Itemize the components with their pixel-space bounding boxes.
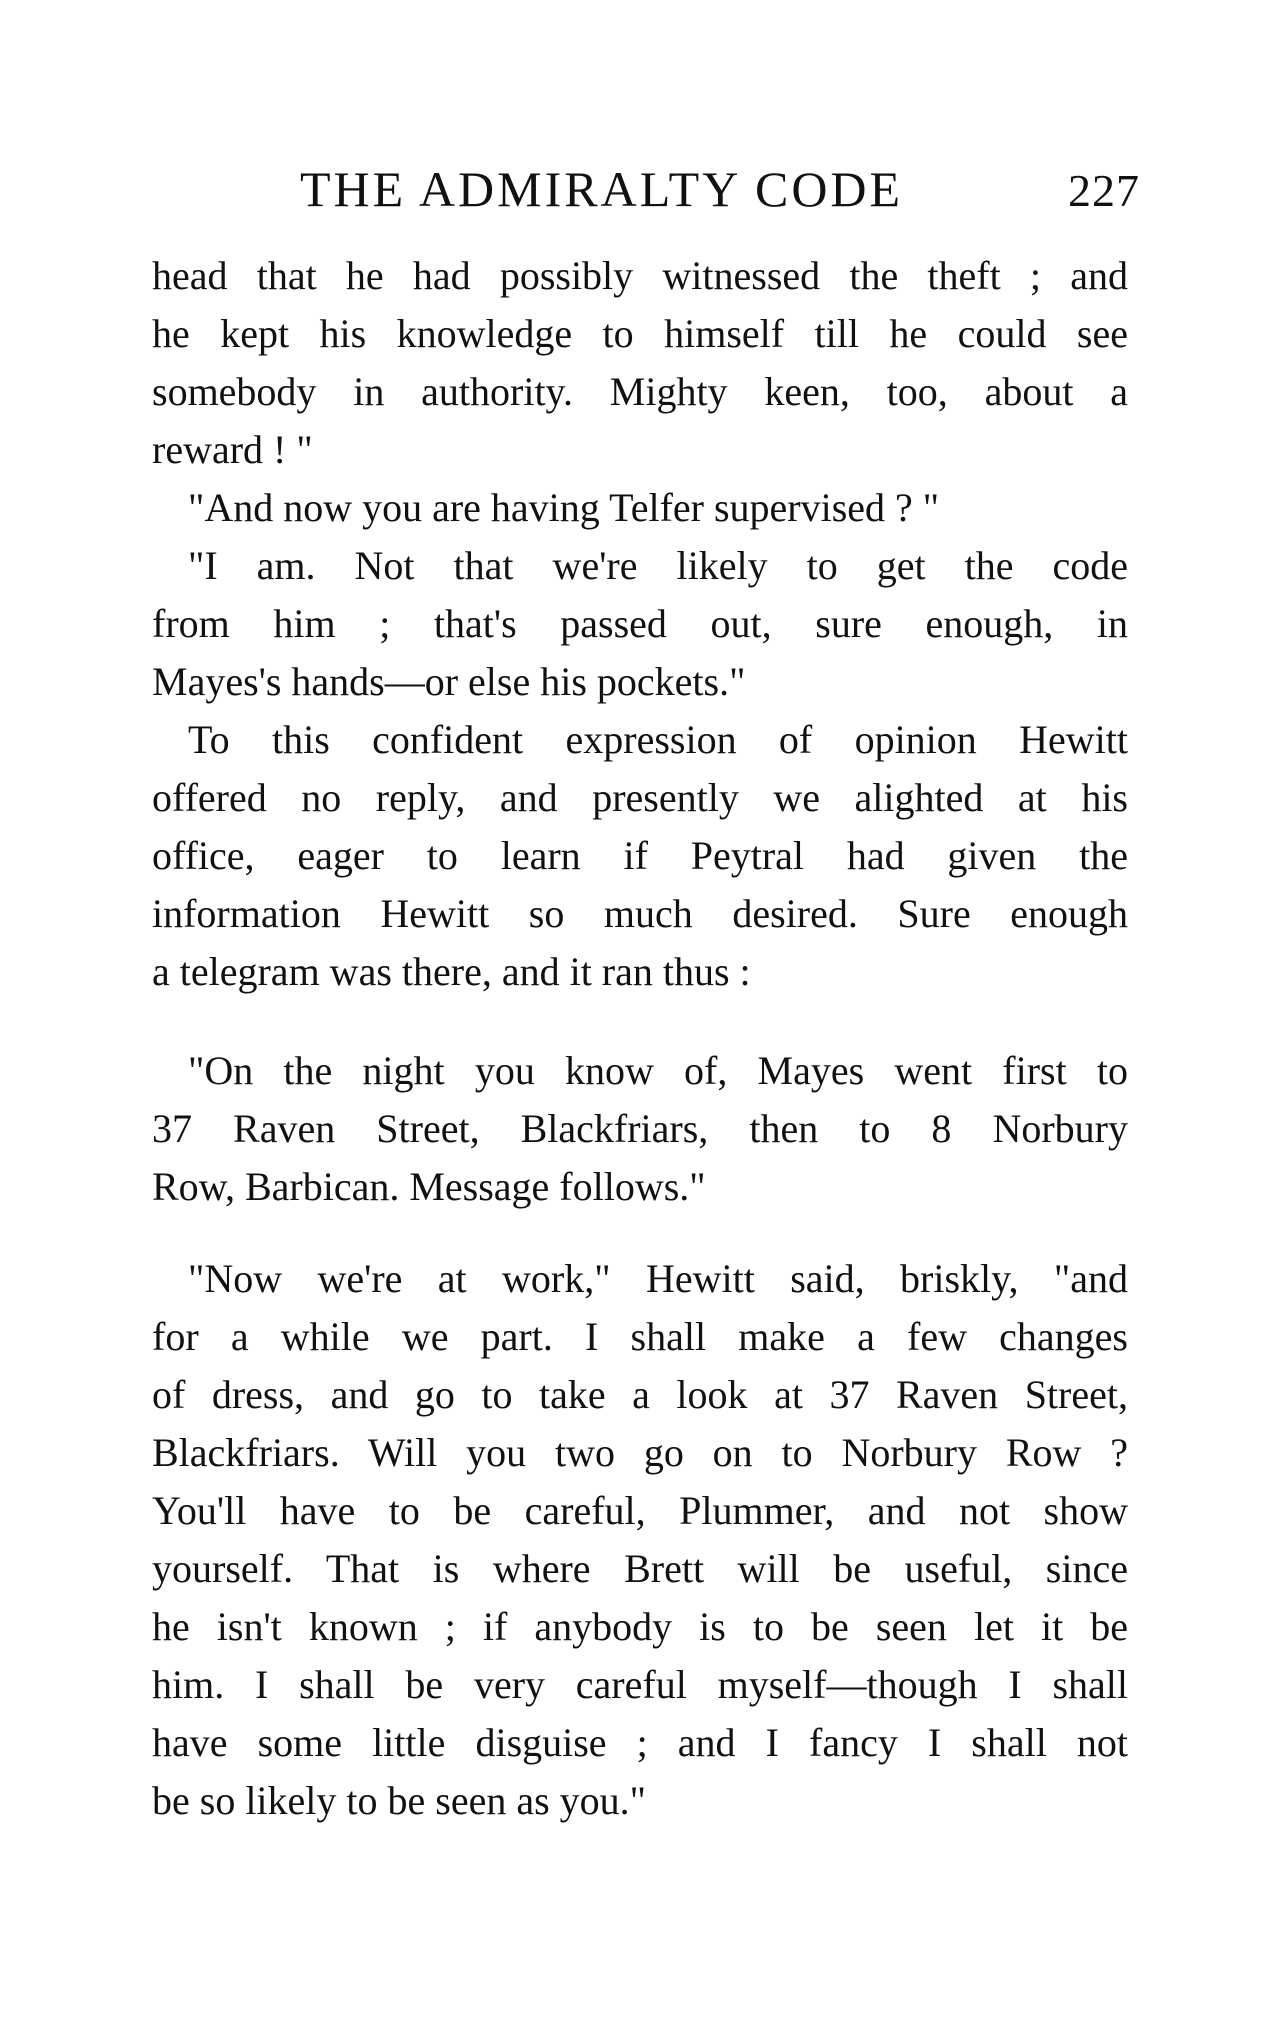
text-line: "Now we're at work," Hewitt said, briskly, "and xyxy=(188,1256,1128,1301)
text-line: Mayes's hands—or else his pockets." xyxy=(152,659,746,704)
page-number: 227 xyxy=(1068,165,1140,216)
running-title: THE ADMIRALTY CODE xyxy=(300,161,904,217)
telegram-text-block xyxy=(152,1042,1128,1216)
text-line: a telegram was there, and it ran thus : xyxy=(152,949,751,994)
text-line: yourself. That is where Brett will be useful, since xyxy=(152,1546,1128,1591)
text-line: head that he had possibly witnessed the theft ; and xyxy=(152,253,1128,298)
text-line: of dress, and go to take a look at 37 Raven Street, xyxy=(152,1372,1128,1417)
text-line: "I am. Not that we're likely to get the code xyxy=(188,543,1128,588)
body-text-block-2 xyxy=(152,1250,1128,1830)
text-line: for a while we part. I shall make a few changes xyxy=(152,1314,1128,1359)
text-line: him. I shall be very careful myself—though I shall xyxy=(152,1662,1128,1707)
text-line: To this confident expression of opinion Hewitt xyxy=(188,717,1128,762)
text-line: he isn't known ; if anybody is to be seen let it be xyxy=(152,1604,1128,1649)
text-line: have some little disguise ; and I fancy I shall not xyxy=(152,1720,1128,1765)
text-line: offered no reply, and presently we alighted at his xyxy=(152,775,1128,820)
text-line: information Hewitt so much desired. Sure enough xyxy=(152,891,1128,936)
text-line: Blackfriars. Will you two go on to Norbury Row ? xyxy=(152,1430,1128,1475)
body-text-block-1 xyxy=(152,247,1128,1001)
text-line: "And now you are having Telfer supervised ? " xyxy=(188,485,940,530)
text-line: reward ! " xyxy=(152,427,313,472)
text-line: from him ; that's passed out, sure enough, in xyxy=(152,601,1128,646)
text-line: be so likely to be seen as you." xyxy=(152,1778,647,1823)
text-line: You'll have to be careful, Plummer, and not show xyxy=(152,1488,1128,1533)
text-line: 37 Raven Street, Blackfriars, then to 8 Norbury xyxy=(152,1106,1128,1151)
text-line: he kept his knowledge to himself till he could see xyxy=(152,311,1128,356)
text-line: somebody in authority. Mighty keen, too, about a xyxy=(152,369,1128,414)
running-head xyxy=(150,160,1140,230)
text-line: Row, Barbican. Message follows." xyxy=(152,1164,706,1209)
text-line: office, eager to learn if Peytral had given the xyxy=(152,833,1128,878)
text-line: "On the night you know of, Mayes went first to xyxy=(188,1048,1128,1093)
